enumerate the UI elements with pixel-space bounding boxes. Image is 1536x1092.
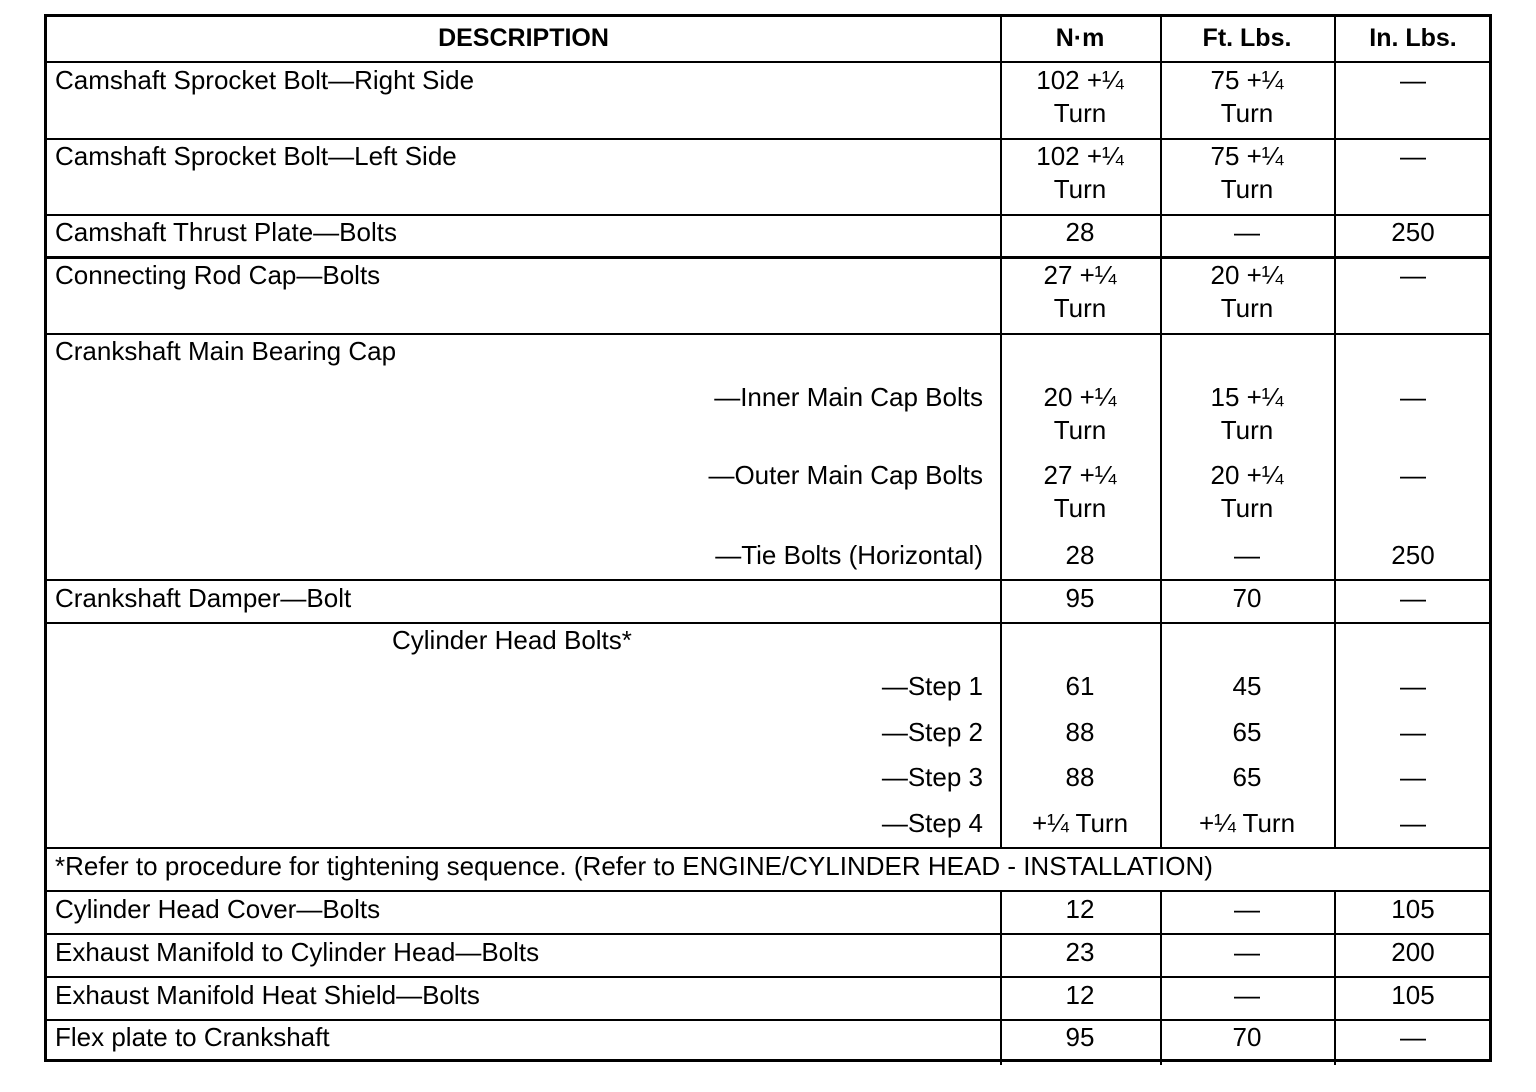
- sub-row-nm: Turn: [1053, 493, 1107, 523]
- row-ft-lbs: Turn: [1220, 293, 1274, 323]
- sub-row-description: —Step 4: [881, 808, 983, 838]
- row-description: Exhaust Manifold to Cylinder Head—Bolts: [55, 937, 540, 967]
- sub-row-ft-lbs: Turn: [1220, 493, 1274, 523]
- row-ft-lbs: —: [1234, 980, 1260, 1010]
- sub-row-description: —Tie Bolts (Horizontal): [715, 540, 983, 570]
- sub-row-ft-lbs: 65: [1232, 717, 1262, 747]
- row-nm: 27 +¼: [1043, 260, 1117, 290]
- sub-row-in-lbs: —: [1400, 762, 1426, 792]
- row-nm: 102 +¼: [1036, 65, 1124, 95]
- row-rule: [47, 933, 1489, 935]
- sub-row-ft-lbs: Turn: [1220, 415, 1274, 445]
- sub-row-nm: Turn: [1053, 415, 1107, 445]
- sub-row-ft-lbs: 45: [1232, 671, 1262, 701]
- row-nm: 28: [1065, 217, 1095, 247]
- sub-row-in-lbs: —: [1400, 460, 1426, 490]
- header-in-lbs: In. Lbs.: [1369, 24, 1457, 52]
- row-in-lbs: —: [1400, 65, 1426, 95]
- header-description: DESCRIPTION: [438, 24, 609, 52]
- sub-row-in-lbs: —: [1400, 671, 1426, 701]
- sub-row-nm: 28: [1065, 540, 1095, 570]
- row-ft-lbs: —: [1234, 217, 1260, 247]
- row-rule: [47, 847, 1489, 849]
- sub-row-in-lbs: 250: [1391, 540, 1435, 570]
- sub-row-nm: 88: [1065, 762, 1095, 792]
- row-nm: Turn: [1053, 293, 1107, 323]
- row-nm: 12: [1065, 980, 1095, 1010]
- row-ft-lbs: 75 +¼: [1210, 141, 1284, 171]
- row-rule: [47, 976, 1489, 978]
- row-description: Flex plate to Crankshaft: [55, 1022, 330, 1052]
- header-ft-lbs: Ft. Lbs.: [1202, 24, 1292, 52]
- header-rule: [47, 61, 1489, 63]
- row-description: Connecting Rod Cap—Bolts: [55, 260, 381, 290]
- row-nm: Turn: [1053, 174, 1107, 204]
- row-ft-lbs: 20 +¼: [1210, 260, 1284, 290]
- sub-row-ft-lbs: 20 +¼: [1210, 460, 1284, 490]
- row-in-lbs: —: [1400, 260, 1426, 290]
- sub-row-in-lbs: —: [1400, 717, 1426, 747]
- row-in-lbs: 105: [1391, 980, 1435, 1010]
- sub-row-description: —Inner Main Cap Bolts: [714, 382, 983, 412]
- row-rule: [47, 890, 1489, 892]
- sub-row-ft-lbs: +¼ Turn: [1198, 808, 1296, 838]
- row-rule: [47, 622, 1489, 624]
- row-description: Camshaft Sprocket Bolt—Left Side: [55, 141, 457, 171]
- sub-row-in-lbs: —: [1400, 382, 1426, 412]
- sub-row-description: —Step 1: [881, 671, 983, 701]
- footnote: *Refer to procedure for tightening sequence. (Refer to ENGINE/CYLINDER HEAD - INSTALLATION): [55, 851, 1213, 881]
- sub-row-description: —Step 3: [881, 762, 983, 792]
- row-in-lbs: 250: [1391, 217, 1435, 247]
- sub-row-nm: 27 +¼: [1043, 460, 1117, 490]
- row-nm: 95: [1065, 583, 1095, 613]
- sub-row-nm: 20 +¼: [1043, 382, 1117, 412]
- row-description: Crankshaft Damper—Bolt: [55, 583, 352, 613]
- row-description: Cylinder Head Bolts*: [392, 625, 632, 655]
- row-in-lbs: 200: [1391, 937, 1435, 967]
- sub-row-description: —Step 2: [881, 717, 983, 747]
- row-in-lbs: 105: [1391, 894, 1435, 924]
- sub-row-ft-lbs: 65: [1232, 762, 1262, 792]
- sub-row-description: —Outer Main Cap Bolts: [708, 460, 983, 490]
- row-ft-lbs: 70: [1232, 1022, 1262, 1052]
- row-description: Crankshaft Main Bearing Cap: [55, 336, 397, 366]
- row-nm: Turn: [1053, 98, 1107, 128]
- row-in-lbs: —: [1400, 583, 1426, 613]
- row-nm: 95: [1065, 1022, 1095, 1052]
- row-rule: [47, 579, 1489, 581]
- row-description: Camshaft Thrust Plate—Bolts: [55, 217, 397, 247]
- sub-row-nm: 88: [1065, 717, 1095, 747]
- row-ft-lbs: 75 +¼: [1210, 65, 1284, 95]
- row-ft-lbs: Turn: [1220, 98, 1274, 128]
- row-ft-lbs: —: [1234, 937, 1260, 967]
- row-in-lbs: —: [1400, 1022, 1426, 1052]
- sub-row-nm: +¼ Turn: [1031, 808, 1129, 838]
- row-description: Camshaft Sprocket Bolt—Right Side: [55, 65, 475, 95]
- sub-row-ft-lbs: 15 +¼: [1210, 382, 1284, 412]
- row-in-lbs: —: [1400, 141, 1426, 171]
- row-nm: 12: [1065, 894, 1095, 924]
- sub-row-nm: 61: [1065, 671, 1095, 701]
- row-ft-lbs: —: [1234, 894, 1260, 924]
- row-nm: 102 +¼: [1036, 141, 1124, 171]
- row-description: Exhaust Manifold Heat Shield—Bolts: [55, 980, 480, 1010]
- row-nm: 23: [1065, 937, 1095, 967]
- header-nm: N·m: [1055, 24, 1105, 52]
- torque-spec-table: [44, 14, 1492, 1062]
- sub-row-ft-lbs: —: [1234, 540, 1260, 570]
- row-description: Cylinder Head Cover—Bolts: [55, 894, 381, 924]
- row-ft-lbs: Turn: [1220, 174, 1274, 204]
- row-ft-lbs: 70: [1232, 583, 1262, 613]
- sub-row-in-lbs: —: [1400, 808, 1426, 838]
